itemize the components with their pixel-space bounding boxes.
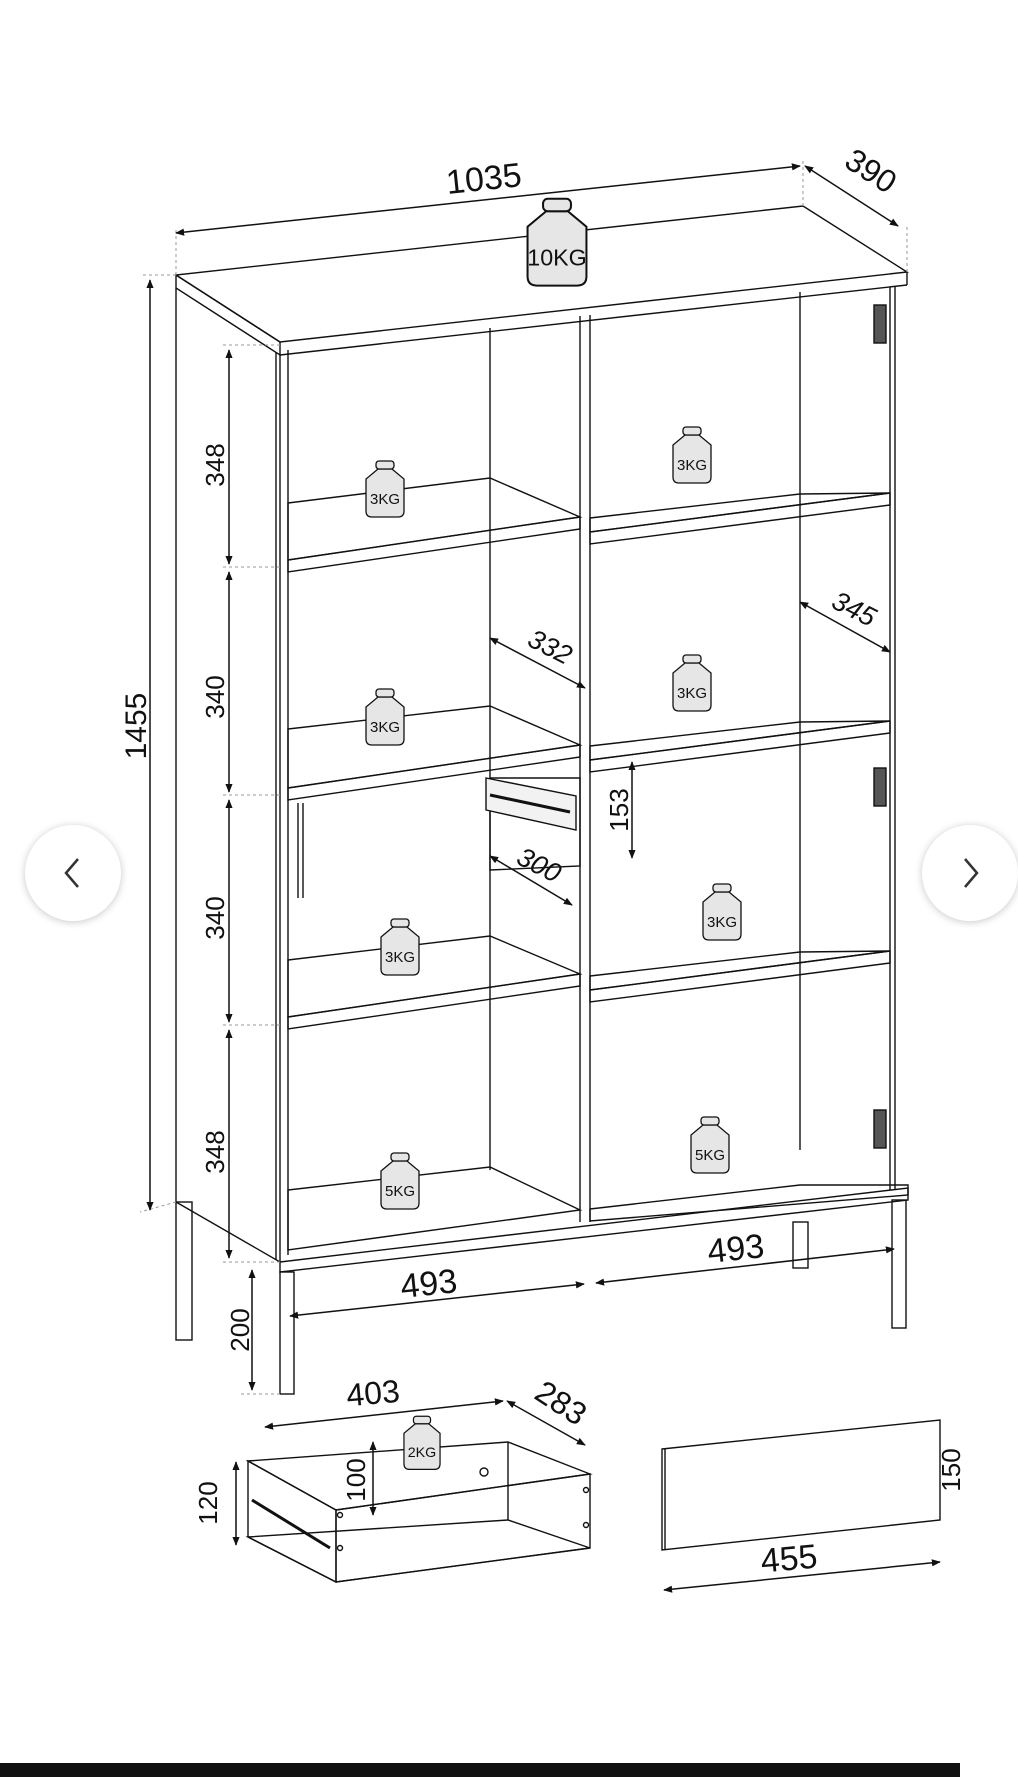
dim-drawer-slot-depth: 300	[512, 841, 566, 889]
dim-drawer-outer-height: 120	[193, 1481, 223, 1525]
dim-drawer-inner-height: 100	[341, 1458, 371, 1502]
weight-knob	[713, 884, 731, 892]
weight-label: 3KG	[706, 914, 738, 931]
weight-label: 3KG	[369, 719, 401, 736]
left-shelf-2-weight-icon	[366, 689, 404, 745]
dim-front-height: 150	[936, 1448, 966, 1492]
dim-cabinet-width: 1035	[444, 156, 524, 202]
left-shelf-1-weight-icon	[366, 461, 404, 517]
right-shelf-3-weight-icon	[703, 884, 741, 940]
weight-knob	[413, 1416, 430, 1424]
extension-lines	[140, 160, 907, 1394]
dim-shelf-height-2: 340	[200, 675, 230, 719]
dim-cabinet-height: 1455	[120, 692, 153, 760]
right-shelf-1-weight-icon	[673, 427, 711, 483]
drawer-weight-icon	[404, 1416, 440, 1469]
dim-drawer-depth: 283	[528, 1373, 594, 1433]
dim-front-width: 455	[759, 1537, 819, 1581]
dim-shelf-height-4: 348	[200, 1130, 230, 1174]
right-shelf-4-weight-icon	[691, 1117, 729, 1173]
weight-label: 5KG	[694, 1147, 726, 1164]
weight-knob	[391, 1153, 409, 1161]
chevron-left-icon	[62, 855, 84, 891]
weight-label: 3KG	[676, 457, 708, 474]
left-shelf-4-weight-icon	[381, 1153, 419, 1209]
weight-knob	[391, 919, 409, 927]
top-weight-icon	[527, 199, 586, 286]
cabinet-body	[176, 206, 908, 1394]
weight-knob	[683, 655, 701, 663]
bottom-bar	[0, 1763, 960, 1777]
weight-knob	[376, 689, 394, 697]
drawer-front-panel	[662, 1420, 940, 1550]
previous-image-button[interactable]	[25, 825, 121, 921]
left-shelf-3-weight-icon	[381, 919, 419, 975]
dim-shelf-height-3: 340	[200, 896, 230, 940]
dim-left-width: 493	[398, 1262, 460, 1306]
weight-label: 3KG	[369, 491, 401, 508]
weight-label: 3KG	[384, 949, 416, 966]
dim-leg-height: 200	[225, 1308, 255, 1352]
dim-cabinet-depth: 390	[838, 141, 904, 201]
dim-shelf-height-1: 348	[200, 443, 230, 487]
dim-drawer-slot-height: 153	[604, 788, 634, 832]
weight-knob	[543, 199, 571, 211]
weight-knob	[683, 427, 701, 435]
weight-label: 10KG	[527, 244, 587, 271]
dim-shelf-depth-right: 345	[827, 585, 881, 633]
chevron-right-icon	[959, 855, 981, 891]
right-shelf-2-weight-icon	[673, 655, 711, 711]
weight-knob	[701, 1117, 719, 1125]
weight-label: 3KG	[676, 685, 708, 702]
weight-label: 2KG	[407, 1445, 437, 1462]
next-image-button[interactable]	[922, 825, 1018, 921]
dim-shelf-depth-left: 332	[523, 623, 577, 671]
dim-right-width: 493	[705, 1227, 767, 1271]
weight-label: 5KG	[384, 1183, 416, 1200]
dim-drawer-width: 403	[344, 1372, 402, 1414]
dimension-labels	[120, 141, 966, 1580]
weight-knob	[376, 461, 394, 469]
